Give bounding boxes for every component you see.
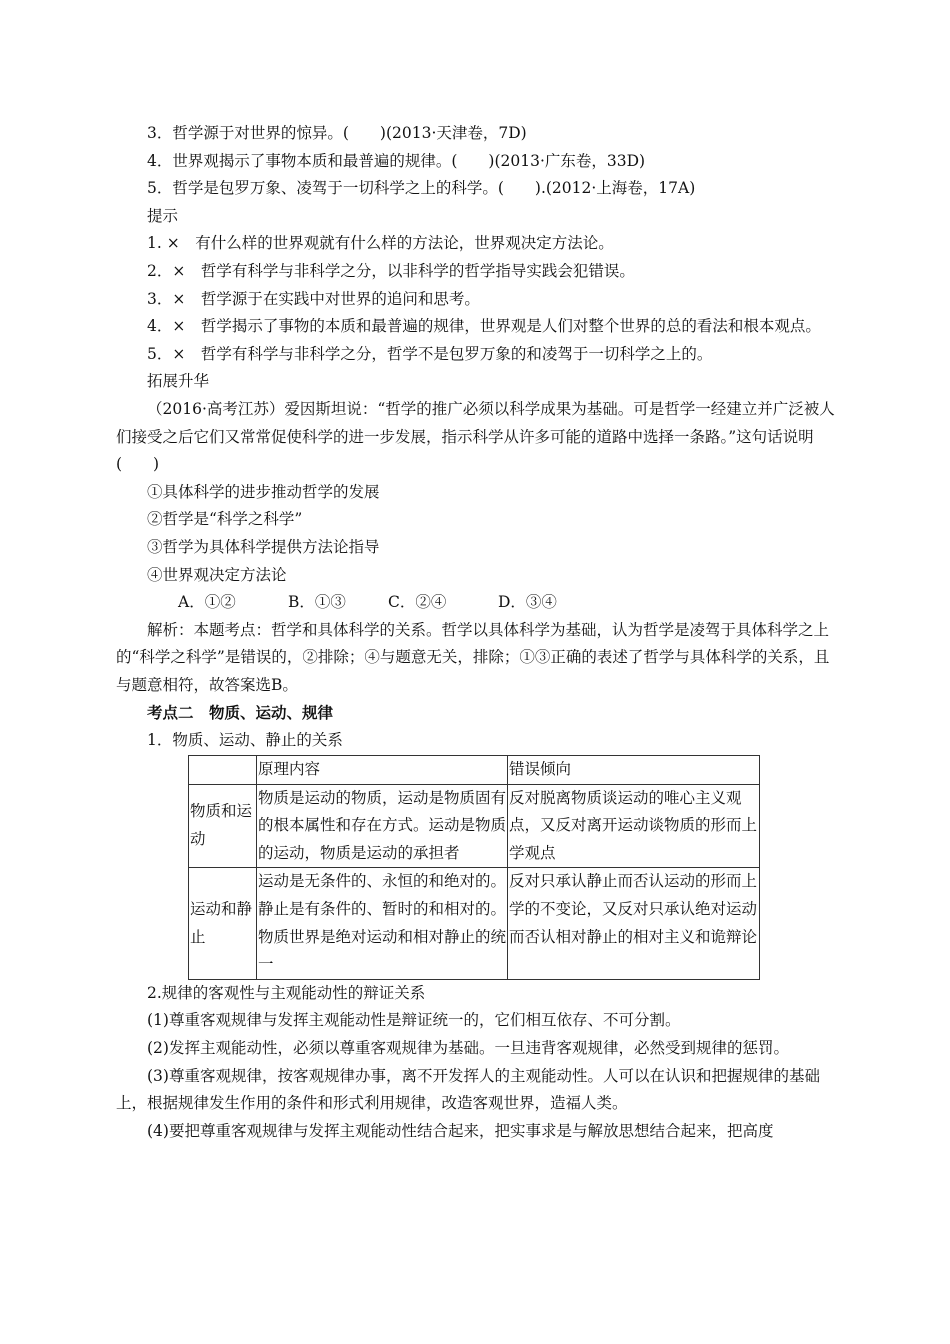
table-header-principle: 原理内容 bbox=[257, 755, 508, 784]
statement-1: ①具体科学的进步推动哲学的发展 bbox=[147, 482, 380, 501]
relation-table bbox=[188, 755, 760, 980]
table-header-error: 错误倾向 bbox=[508, 755, 760, 784]
extension-heading: 拓展升华 bbox=[147, 372, 210, 391]
table-row bbox=[189, 784, 760, 868]
review-item-5: 5．哲学是包罗万象、凌驾于一切科学之上的科学。( ).(2012·上海卷，17A) bbox=[147, 179, 696, 198]
point-2: (2)发挥主观能动性，必须以尊重客观规律为基础。一旦违背客观规律，必然受到规律的惩罚。 bbox=[147, 1039, 789, 1057]
section-sub1: 1．物质、运动、静止的关系 bbox=[147, 731, 343, 750]
point-3: (3)尊重客观规律，按客观规律办事，离不开发挥人的主观能动性。人可以在认识和把握规律的基础上，根据规律发生作用的条件和形式利用规律，改造客观世界，造福人类。 bbox=[116, 1066, 820, 1113]
review-item-3: 3．哲学源于对世界的惊异。( )(2013·天津卷，7D) bbox=[147, 124, 527, 142]
row-principle: 物质是运动的物质，运动是物质固有的根本属性和存在方式。运动是物质的运动，物质是运动的承担者 bbox=[257, 784, 508, 868]
statement-4: ④世界观决定方法论 bbox=[147, 565, 287, 584]
extension-question: （2016·高考江苏）爱因斯坦说：“哲学的推广必须以科学成果为基础。可是哲学一经建立并广泛被人们接受之后它们又常常促使科学的进一步发展，指示科学从许多可能的道路中选择一条路。”这句话说明( ) bbox=[116, 399, 835, 474]
section-sub2: 2.规律的客观性与主观能动性的辩证关系 bbox=[147, 983, 426, 1002]
option-a: A．①② bbox=[178, 593, 236, 612]
point-1: (1)尊重客观规律与发挥主观能动性是辩证统一的，它们相互依存、不可分割。 bbox=[147, 1011, 681, 1030]
row-principle: 运动是无条件的、永恒的和绝对的。静止是有条件的、暂时的和相对的。物质世界是绝对运动和相对静止的统一 bbox=[257, 868, 508, 979]
hint-heading: 提示 bbox=[147, 206, 179, 225]
point-4: (4)要把尊重客观规律与发挥主观能动性结合起来，把实事求是与解放思想结合起来，把高度 bbox=[147, 1121, 774, 1140]
review-item-4: 4．世界观揭示了事物本质和最普遍的规律。( )(2013·广东卷，33D) bbox=[147, 151, 646, 170]
option-c: C．②④ bbox=[388, 593, 447, 612]
table-header-row bbox=[189, 755, 760, 784]
option-d: D．③④ bbox=[498, 593, 557, 612]
row-label: 运动和静止 bbox=[189, 868, 257, 979]
row-error: 反对脱离物质谈运动的唯心主义观点，又反对离开运动谈物质的形而上学观点 bbox=[508, 784, 760, 868]
section-title: 考点二 物质、运动、规律 bbox=[147, 703, 334, 723]
answer-options bbox=[116, 589, 836, 617]
analysis: 解析：本题考点：哲学和具体科学的关系。哲学以具体科学为基础，认为哲学是凌驾于具体科学之上的“科学之科学”是错误的，②排除；④与题意无关，排除；①③正确的表述了哲学与具体科学的关系，且与题意相符，故答案选B。 bbox=[116, 620, 830, 694]
hint-1: 1. × 有什么样的世界观就有什么样的方法论，世界观决定方法论。 bbox=[147, 234, 614, 253]
table-row bbox=[189, 868, 760, 979]
document-body bbox=[116, 120, 836, 1145]
statement-2: ②哲学是“科学之科学” bbox=[147, 510, 303, 529]
option-b: B．①③ bbox=[288, 593, 346, 612]
hint-3: 3．× 哲学源于在实践中对世界的追问和思考。 bbox=[147, 289, 480, 308]
hint-4: 4．× 哲学揭示了事物的本质和最普遍的规律，世界观是人们对整个世界的总的看法和根本观点。 bbox=[147, 317, 821, 336]
row-error: 反对只承认静止而否认运动的形而上学的不变论，又反对只承认绝对运动而否认相对静止的相对主义和诡辩论 bbox=[508, 868, 760, 979]
hint-2: 2．× 哲学有科学与非科学之分，以非科学的哲学指导实践会犯错误。 bbox=[147, 261, 635, 280]
row-label: 物质和运动 bbox=[189, 784, 257, 868]
statement-3: ③哲学为具体科学提供方法论指导 bbox=[147, 537, 380, 556]
table-header-empty bbox=[189, 755, 257, 784]
hint-5: 5．× 哲学有科学与非科学之分，哲学不是包罗万象的和凌驾于一切科学之上的。 bbox=[147, 344, 713, 363]
